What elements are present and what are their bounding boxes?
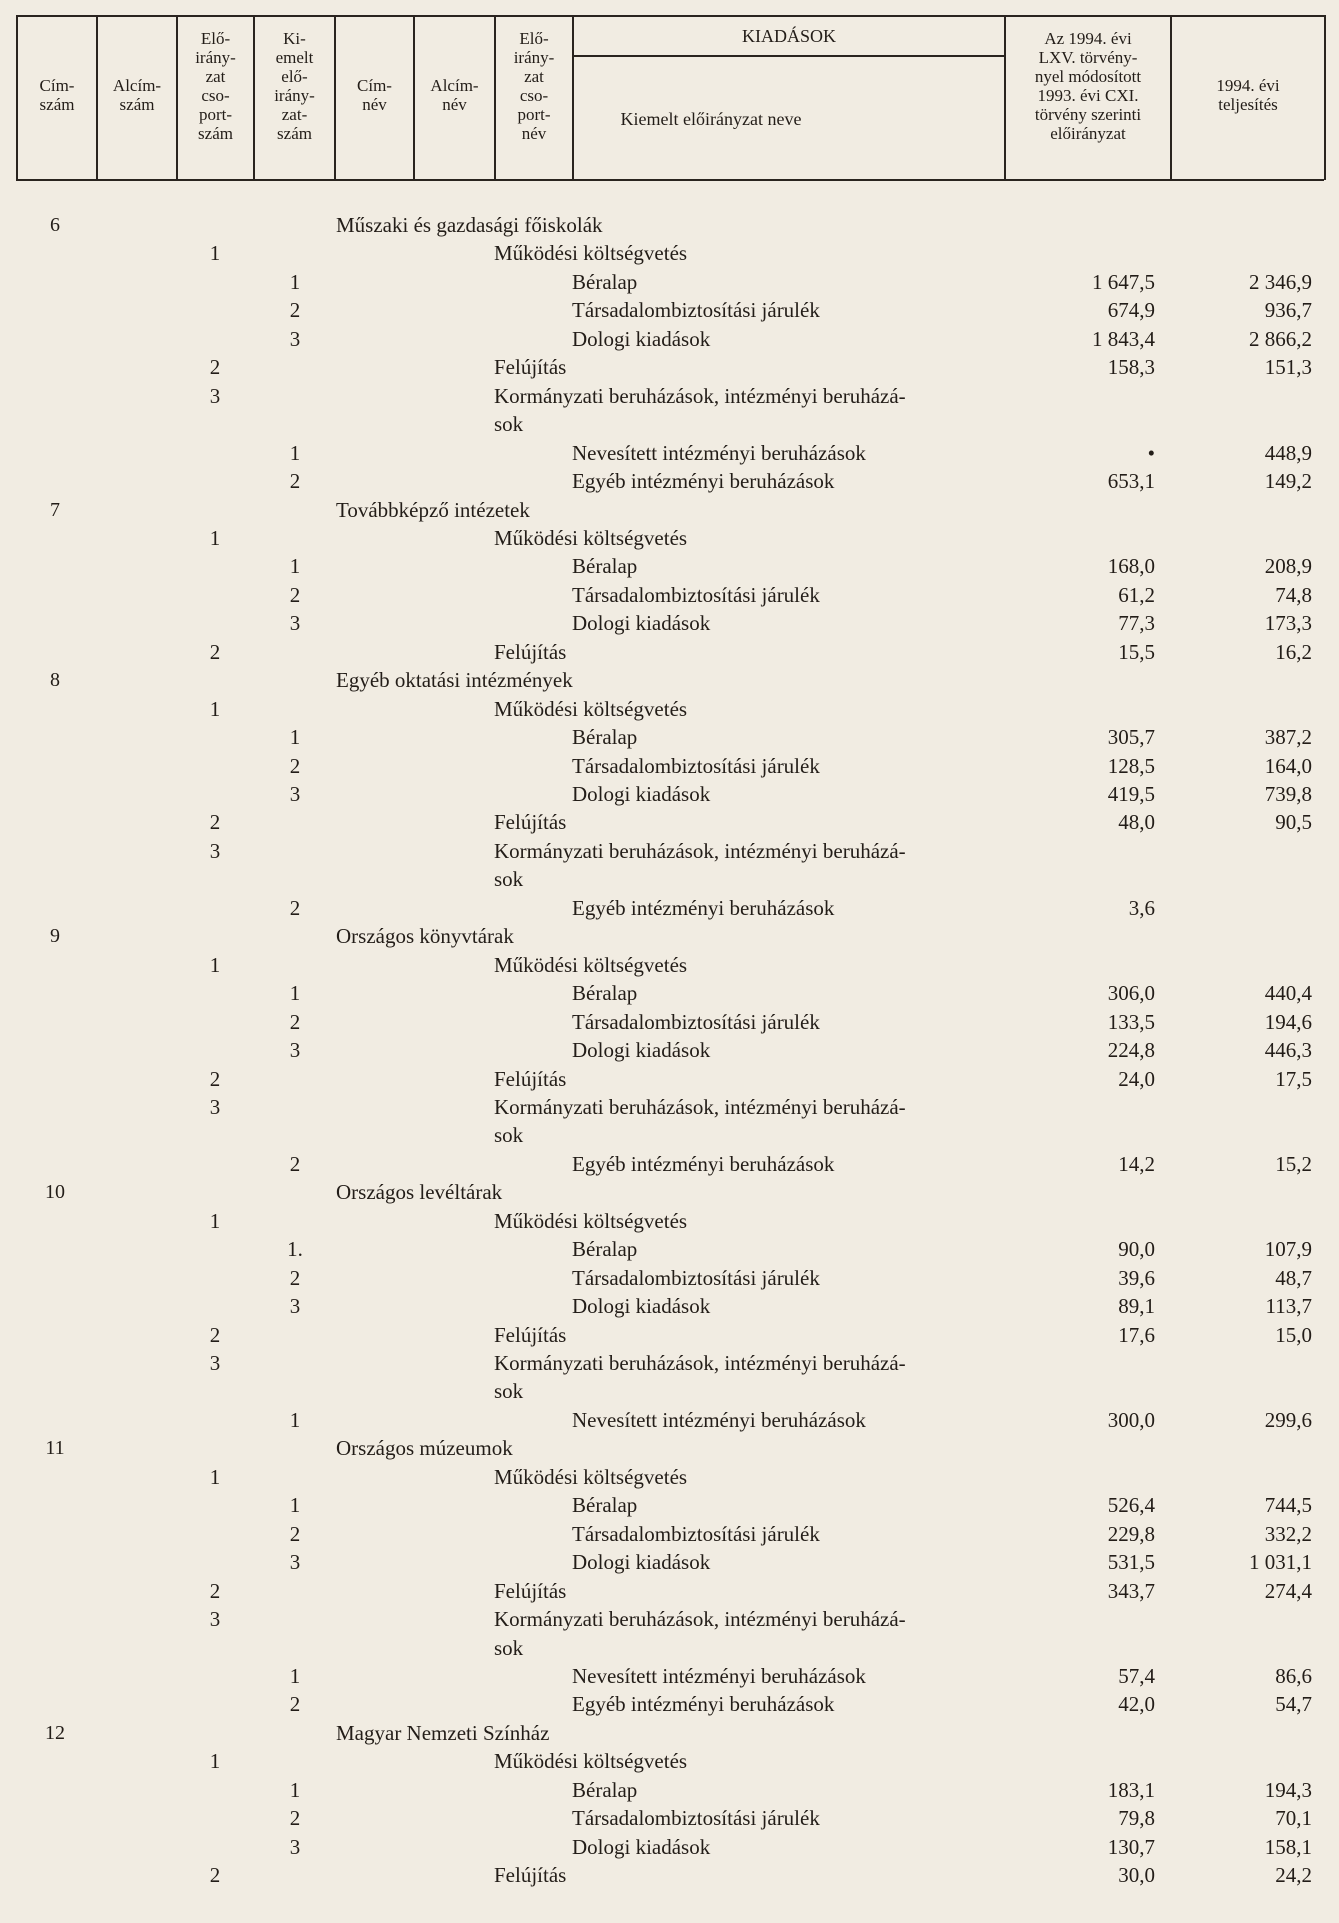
- eloiranyzat-value: 79,8: [1118, 1806, 1155, 1830]
- eloiranyzat-value: 15,5: [1118, 640, 1155, 664]
- eloiranyzat-value: 305,7: [1107, 725, 1155, 749]
- eloiranyzat-csoport-szam: 3: [209, 1607, 221, 1631]
- megnevezes: Társadalombiztosítási járulék: [572, 298, 820, 322]
- kiemelt-eloiranyzat-szam: 1: [289, 1778, 301, 1802]
- eloiranyzat-value: 674,9: [1107, 298, 1155, 322]
- megnevezes: Egyéb intézményi beruházások: [572, 469, 835, 493]
- table-row: [0, 638, 1339, 666]
- header-teljesites: 1994. évi teljesítés: [1216, 76, 1280, 114]
- kiemelt-eloiranyzat-szam: 3: [289, 782, 301, 806]
- teljesites-value: 208,9: [1264, 554, 1312, 578]
- megnevezes: Egyéb oktatási intézmények: [336, 668, 573, 692]
- eloiranyzat-value: 653,1: [1107, 469, 1155, 493]
- teljesites-value: 48,7: [1275, 1266, 1312, 1290]
- kiemelt-eloiranyzat-szam: 3: [289, 327, 301, 351]
- table-row: [0, 211, 1339, 239]
- eloiranyzat-value: 306,0: [1107, 981, 1155, 1005]
- megnevezes: sok: [494, 412, 524, 436]
- megnevezes: Béralap: [572, 1493, 638, 1517]
- megnevezes: Kormányzati beruházások, intézményi beruházá-: [494, 839, 906, 863]
- megnevezes: Felújítás: [494, 1863, 567, 1887]
- kiemelt-eloiranyzat-szam: 1: [289, 1408, 301, 1432]
- megnevezes: Dologi kiadások: [572, 1294, 711, 1318]
- eloiranyzat-csoport-szam: 2: [209, 1579, 221, 1603]
- table-row: [0, 524, 1339, 552]
- teljesites-value: 90,5: [1275, 810, 1312, 834]
- eloiranyzat-value: 130,7: [1107, 1835, 1155, 1859]
- eloiranyzat-csoport-szam: 3: [209, 839, 221, 863]
- table-row: [0, 1520, 1339, 1548]
- teljesites-value: 440,4: [1264, 981, 1312, 1005]
- table-row: [0, 467, 1339, 495]
- eloiranyzat-csoport-szam: 1: [209, 241, 221, 265]
- megnevezes: Béralap: [572, 270, 638, 294]
- table-row: [0, 496, 1339, 524]
- megnevezes: Dologi kiadások: [572, 782, 711, 806]
- kiemelt-eloiranyzat-szam: 3: [289, 1550, 301, 1574]
- eloiranyzat-value: 17,6: [1118, 1323, 1155, 1347]
- teljesites-value: 2 866,2: [1249, 327, 1312, 351]
- teljesites-value: 332,2: [1264, 1522, 1312, 1546]
- megnevezes: Béralap: [572, 981, 638, 1005]
- table-row: [0, 439, 1339, 467]
- kiemelt-eloiranyzat-szam: 3: [289, 1835, 301, 1859]
- eloiranyzat-value: 343,7: [1107, 1579, 1155, 1603]
- teljesites-value: 158,1: [1264, 1835, 1312, 1859]
- table-row: [0, 922, 1339, 950]
- megnevezes: Műszaki és gazdasági főiskolák: [336, 213, 603, 237]
- table-row: [0, 1662, 1339, 1690]
- megnevezes: Béralap: [572, 554, 638, 578]
- table-row: [0, 382, 1339, 410]
- megnevezes: Dologi kiadások: [572, 1550, 711, 1574]
- table-row: [0, 1008, 1339, 1036]
- eloiranyzat-csoport-szam: 1: [209, 1209, 221, 1233]
- eloiranyzat-csoport-szam: 1: [209, 526, 221, 550]
- table-row: [0, 1804, 1339, 1832]
- eloiranyzat-value: 42,0: [1118, 1692, 1155, 1716]
- eloiranyzat-value: 57,4: [1118, 1664, 1155, 1688]
- megnevezes: Társadalombiztosítási járulék: [572, 1522, 820, 1546]
- kiemelt-eloiranyzat-szam: 1: [289, 441, 301, 465]
- eloiranyzat-value: 133,5: [1107, 1010, 1155, 1034]
- megnevezes: Társadalombiztosítási járulék: [572, 754, 820, 778]
- table-row: [0, 296, 1339, 324]
- megnevezes: Társadalombiztosítási járulék: [572, 1806, 820, 1830]
- table-row: [0, 1349, 1339, 1377]
- header-eloiranyzat: Az 1994. évi LXV. törvény- nyel módosított 1993. évi CXI. törvény szerinti előirányzat: [1034, 29, 1142, 143]
- kiemelt-eloiranyzat-szam: 2: [289, 896, 301, 920]
- megnevezes: Továbbképző intézetek: [336, 498, 530, 522]
- table-row: [0, 865, 1339, 893]
- megnevezes: Nevesített intézményi beruházások: [572, 441, 866, 465]
- table-row: [0, 1036, 1339, 1064]
- eloiranyzat-value: 168,0: [1107, 554, 1155, 578]
- teljesites-value: 74,8: [1275, 583, 1312, 607]
- megnevezes: Működési költségvetés: [494, 241, 688, 265]
- eloiranyzat-value: 419,5: [1107, 782, 1155, 806]
- table-row: [0, 1406, 1339, 1434]
- megnevezes: sok: [494, 1636, 524, 1660]
- teljesites-value: 113,7: [1265, 1294, 1312, 1318]
- kiemelt-eloiranyzat-szam: 2: [289, 1010, 301, 1034]
- megnevezes: Társadalombiztosítási járulék: [572, 1266, 820, 1290]
- megnevezes: sok: [494, 867, 524, 891]
- table-row: [0, 1377, 1339, 1405]
- table-row: [0, 1178, 1339, 1206]
- table-row: [0, 325, 1339, 353]
- kiemelt-eloiranyzat-szam: 1: [289, 554, 301, 578]
- table-row: [0, 1093, 1339, 1121]
- eloiranyzat-csoport-szam: 2: [209, 1067, 221, 1091]
- megnevezes: Országos múzeumok: [336, 1436, 513, 1460]
- megnevezes: Felújítás: [494, 1579, 567, 1603]
- kiemelt-eloiranyzat-szam: 2: [289, 298, 301, 322]
- megnevezes: Felújítás: [494, 1323, 567, 1347]
- kiemelt-eloiranyzat-szam: 2: [289, 1152, 301, 1176]
- teljesites-value: 744,5: [1264, 1493, 1312, 1517]
- megnevezes: Működési költségvetés: [494, 1209, 688, 1233]
- eloiranyzat-value: 1 647,5: [1092, 270, 1155, 294]
- kiemelt-eloiranyzat-szam: 1: [289, 981, 301, 1005]
- eloiranyzat-csoport-szam: 1: [209, 1465, 221, 1489]
- teljesites-value: 151,3: [1264, 355, 1312, 379]
- megnevezes: Felújítás: [494, 640, 567, 664]
- table-row: [0, 1121, 1339, 1149]
- kiemelt-eloiranyzat-szam: 1: [289, 270, 301, 294]
- teljesites-value: 448,9: [1264, 441, 1312, 465]
- kiemelt-eloiranyzat-szam: 2: [289, 583, 301, 607]
- eloiranyzat-value: 3,6: [1128, 896, 1155, 920]
- megnevezes: Egyéb intézményi beruházások: [572, 896, 835, 920]
- header-alcim-szam: Alcím- szám: [112, 76, 162, 114]
- teljesites-value: 194,6: [1264, 1010, 1312, 1034]
- teljesites-value: 86,6: [1275, 1664, 1312, 1688]
- table-row: [0, 979, 1339, 1007]
- eloiranyzat-value: 300,0: [1107, 1408, 1155, 1432]
- megnevezes: Magyar Nemzeti Színház: [336, 1721, 550, 1745]
- cim-szam: 7: [50, 499, 60, 521]
- header-cim-szam: Cím- szám: [39, 76, 75, 114]
- eloiranyzat-value: 61,2: [1118, 583, 1155, 607]
- table-row: [0, 666, 1339, 694]
- megnevezes: Egyéb intézményi beruházások: [572, 1692, 835, 1716]
- eloiranyzat-value: 30,0: [1118, 1863, 1155, 1887]
- megnevezes: Egyéb intézményi beruházások: [572, 1152, 835, 1176]
- table-row: [0, 780, 1339, 808]
- teljesites-value: 149,2: [1264, 469, 1312, 493]
- kiemelt-eloiranyzat-szam: 2: [289, 754, 301, 778]
- teljesites-value: 173,3: [1264, 611, 1312, 635]
- header-alcim-nev: Alcím- név: [430, 76, 479, 114]
- megnevezes: Kormányzati beruházások, intézményi beruházá-: [494, 1607, 906, 1631]
- kiemelt-eloiranyzat-szam: 1: [289, 1493, 301, 1517]
- megnevezes: Béralap: [572, 1237, 638, 1261]
- eloiranyzat-value: 158,3: [1107, 355, 1155, 379]
- eloiranyzat-value: 1 843,4: [1092, 327, 1155, 351]
- table-row: [0, 239, 1339, 267]
- megnevezes: Működési költségvetés: [494, 526, 688, 550]
- table-row: [0, 1577, 1339, 1605]
- teljesites-value: 387,2: [1264, 725, 1312, 749]
- megnevezes: Béralap: [572, 725, 638, 749]
- teljesites-value: 24,2: [1275, 1863, 1312, 1887]
- kiemelt-eloiranyzat-szam: 2: [289, 469, 301, 493]
- header-kiadasok: KIADÁSOK: [742, 26, 836, 46]
- header-kiemelt-eloiranyzat-neve: Kiemelt előirányzat neve: [620, 109, 802, 129]
- header-eloiranyzat-csoport-szam: Elő- irány- zat cso- port- szám: [195, 29, 236, 143]
- megnevezes: Országos könyvtárak: [336, 924, 514, 948]
- eloiranyzat-value: 39,6: [1118, 1266, 1155, 1290]
- eloiranyzat-value: 89,1: [1118, 1294, 1155, 1318]
- megnevezes: Nevesített intézményi beruházások: [572, 1408, 866, 1432]
- teljesites-value: 16,2: [1275, 640, 1312, 664]
- megnevezes: sok: [494, 1123, 524, 1147]
- eloiranyzat-value: 128,5: [1107, 754, 1155, 778]
- table-row: [0, 1065, 1339, 1093]
- eloiranyzat-csoport-szam: 2: [209, 1863, 221, 1887]
- eloiranyzat-value: 48,0: [1118, 810, 1155, 834]
- megnevezes: Nevesített intézményi beruházások: [572, 1664, 866, 1688]
- eloiranyzat-csoport-szam: 2: [209, 640, 221, 664]
- teljesites-value: 274,4: [1264, 1579, 1312, 1603]
- teljesites-value: 446,3: [1264, 1038, 1312, 1062]
- header-cim-nev: Cím- név: [357, 76, 392, 114]
- kiemelt-eloiranyzat-szam: 2: [289, 1806, 301, 1830]
- eloiranyzat-csoport-szam: 2: [209, 355, 221, 379]
- table-row: [0, 1605, 1339, 1633]
- teljesites-value: 164,0: [1264, 754, 1312, 778]
- megnevezes: Dologi kiadások: [572, 327, 711, 351]
- megnevezes: Dologi kiadások: [572, 1835, 711, 1859]
- table-row: [0, 1150, 1339, 1178]
- kiemelt-eloiranyzat-szam: 2: [289, 1692, 301, 1716]
- megnevezes: Dologi kiadások: [572, 1038, 711, 1062]
- megnevezes: Béralap: [572, 1778, 638, 1802]
- teljesites-value: 54,7: [1275, 1692, 1312, 1716]
- eloiranyzat-csoport-szam: 2: [209, 810, 221, 834]
- kiemelt-eloiranyzat-szam: 3: [289, 1038, 301, 1062]
- table-header: [0, 0, 1339, 190]
- table-row: [0, 268, 1339, 296]
- cim-szam: 9: [50, 925, 60, 947]
- eloiranyzat-csoport-szam: 1: [209, 697, 221, 721]
- table-row: [0, 353, 1339, 381]
- table-row: [0, 1264, 1339, 1292]
- eloiranyzat-csoport-szam: 2: [209, 1323, 221, 1347]
- megnevezes: Működési költségvetés: [494, 697, 688, 721]
- teljesites-value: 936,7: [1264, 298, 1312, 322]
- table-row: [0, 752, 1339, 780]
- eloiranyzat-value: 224,8: [1107, 1038, 1155, 1062]
- teljesites-value: 1 031,1: [1249, 1550, 1312, 1574]
- header-eloiranyzat-csoport-nev: Elő- irány- zat cso- port- név: [513, 29, 555, 143]
- eloiranyzat-csoport-szam: 1: [209, 953, 221, 977]
- table-row: [0, 837, 1339, 865]
- kiemelt-eloiranyzat-szam: 3: [289, 1294, 301, 1318]
- table-row: [0, 609, 1339, 637]
- megnevezes: Működési költségvetés: [494, 953, 688, 977]
- megnevezes: Kormányzati beruházások, intézményi beruházá-: [494, 1095, 906, 1119]
- table-row: [0, 1292, 1339, 1320]
- eloiranyzat-value: 183,1: [1107, 1778, 1155, 1802]
- table-row: [0, 1207, 1339, 1235]
- eloiranyzat-csoport-szam: 3: [209, 384, 221, 408]
- teljesites-value: 2 346,9: [1249, 270, 1312, 294]
- table-row: [0, 951, 1339, 979]
- cim-szam: 6: [50, 214, 60, 236]
- table-row: [0, 1690, 1339, 1718]
- cim-szam: 10: [45, 1181, 65, 1203]
- cim-szam: 12: [45, 1722, 65, 1744]
- megnevezes: Társadalombiztosítási járulék: [572, 583, 820, 607]
- table-row: [0, 723, 1339, 751]
- megnevezes: Országos levéltárak: [336, 1180, 503, 1204]
- table-row: [0, 1463, 1339, 1491]
- eloiranyzat-value: 229,8: [1107, 1522, 1155, 1546]
- megnevezes: Társadalombiztosítási járulék: [572, 1010, 820, 1034]
- teljesites-value: 194,3: [1264, 1778, 1312, 1802]
- table-row: [0, 1833, 1339, 1861]
- kiemelt-eloiranyzat-szam: 2: [289, 1522, 301, 1546]
- megnevezes: Felújítás: [494, 1067, 567, 1091]
- eloiranyzat-value: 77,3: [1118, 611, 1155, 635]
- eloiranyzat-value: 531,5: [1107, 1550, 1155, 1574]
- megnevezes: Működési költségvetés: [494, 1749, 688, 1773]
- table-row: [0, 1719, 1339, 1747]
- table-row: [0, 1776, 1339, 1804]
- kiemelt-eloiranyzat-szam: 2: [289, 1266, 301, 1290]
- teljesites-value: 107,9: [1264, 1237, 1312, 1261]
- table-row: [0, 1321, 1339, 1349]
- eloiranyzat-value: 14,2: [1118, 1152, 1155, 1176]
- eloiranyzat-value: •: [1147, 441, 1155, 465]
- megnevezes: Dologi kiadások: [572, 611, 711, 635]
- teljesites-value: 739,8: [1264, 782, 1312, 806]
- table-row: [0, 1434, 1339, 1462]
- cim-szam: 8: [50, 669, 60, 691]
- teljesites-value: 15,2: [1275, 1152, 1312, 1176]
- kiemelt-eloiranyzat-szam: 1.: [287, 1237, 303, 1261]
- megnevezes: Felújítás: [494, 810, 567, 834]
- table-row: [0, 552, 1339, 580]
- teljesites-value: 299,6: [1264, 1408, 1312, 1432]
- kiemelt-eloiranyzat-szam: 3: [289, 611, 301, 635]
- eloiranyzat-value: 24,0: [1118, 1067, 1155, 1091]
- table-row: [0, 1861, 1339, 1889]
- table-row: [0, 581, 1339, 609]
- cim-szam: 11: [45, 1437, 65, 1459]
- table-row: [0, 695, 1339, 723]
- eloiranyzat-csoport-szam: 3: [209, 1095, 221, 1119]
- table-row: [0, 1235, 1339, 1263]
- table-row: [0, 1634, 1339, 1662]
- table-row: [0, 1491, 1339, 1519]
- megnevezes: Működési költségvetés: [494, 1465, 688, 1489]
- eloiranyzat-value: 526,4: [1107, 1493, 1155, 1517]
- megnevezes: Felújítás: [494, 355, 567, 379]
- eloiranyzat-csoport-szam: 1: [209, 1749, 221, 1773]
- header-kiemelt-eloiranyzat-szam: Ki- emelt elő- irány- zat- szám: [274, 29, 315, 143]
- table-row: [0, 410, 1339, 438]
- table-row: [0, 1548, 1339, 1576]
- eloiranyzat-value: 90,0: [1118, 1237, 1155, 1261]
- table-row: [0, 1747, 1339, 1775]
- table-row: [0, 808, 1339, 836]
- kiemelt-eloiranyzat-szam: 1: [289, 725, 301, 749]
- kiemelt-eloiranyzat-szam: 1: [289, 1664, 301, 1688]
- table-row: [0, 894, 1339, 922]
- megnevezes: Kormányzati beruházások, intézményi beruházá-: [494, 1351, 906, 1375]
- teljesites-value: 17,5: [1275, 1067, 1312, 1091]
- megnevezes: Kormányzati beruházások, intézményi beruházá-: [494, 384, 906, 408]
- teljesites-value: 70,1: [1275, 1806, 1312, 1830]
- eloiranyzat-csoport-szam: 3: [209, 1351, 221, 1375]
- megnevezes: sok: [494, 1379, 524, 1403]
- teljesites-value: 15,0: [1275, 1323, 1312, 1347]
